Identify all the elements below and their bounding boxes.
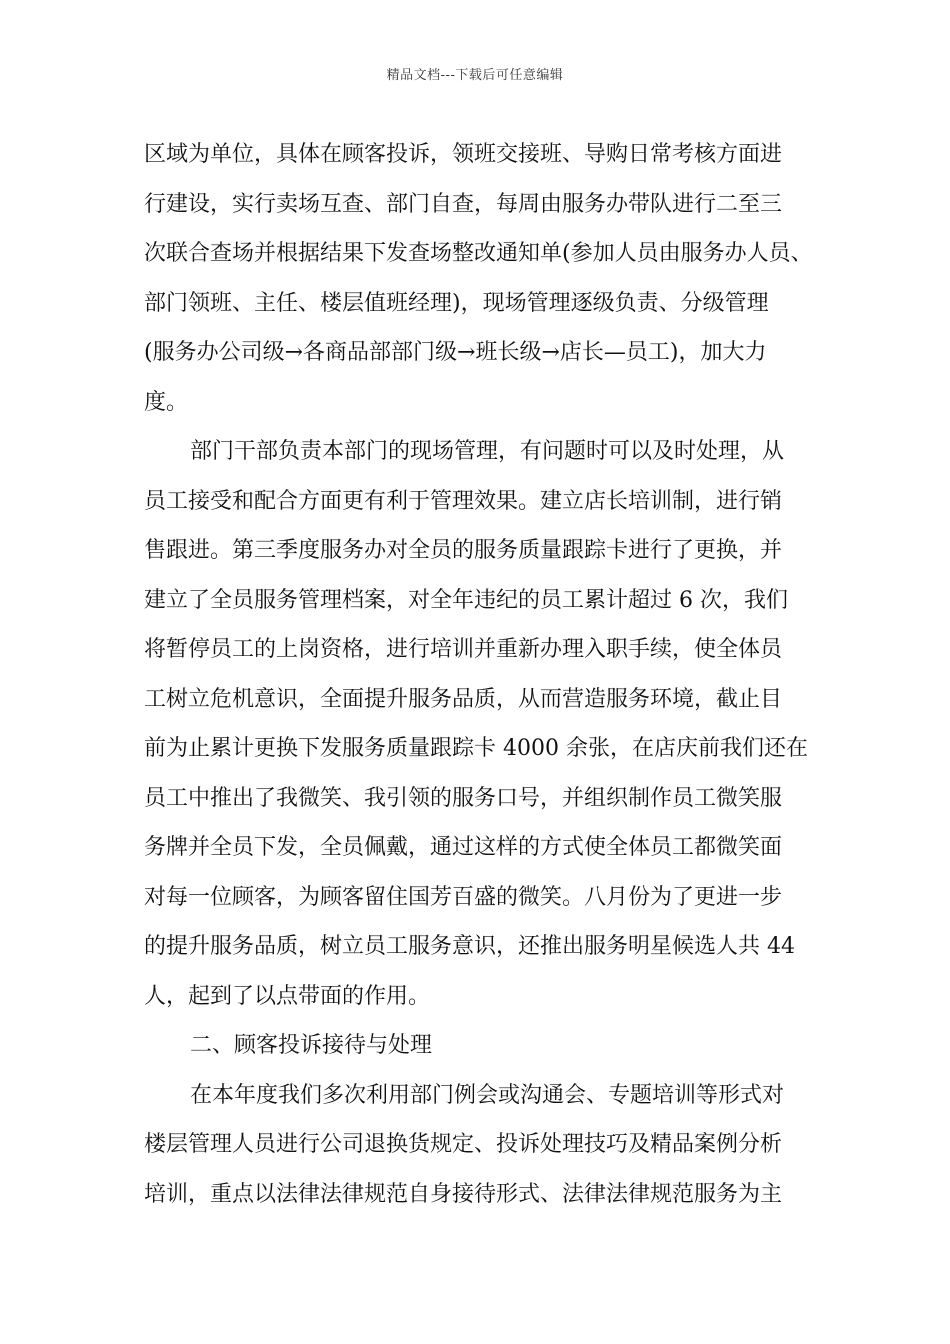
page-header: 精品文档---下载后可任意编辑 bbox=[386, 68, 564, 83]
text-line: 前为止累计更换下发服务质量跟踪卡 4000 余张，在店庆前我们还在 bbox=[144, 736, 808, 761]
text-line: 次联合查场并根据结果下发查场整改通知单(参加人员由服务办人员、 bbox=[144, 241, 813, 266]
text-line: (服务办公司级→各商品部部门级→班长级→店长—员工)，加大力 bbox=[144, 340, 767, 365]
text-line: 建立了全员服务管理档案，对全年违纪的员工累计超过 6 次，我们 bbox=[144, 587, 788, 613]
text-line: 将暂停员工的上岗资格，进行培训并重新办理入职手续，使全体员 bbox=[144, 637, 783, 662]
text-line: 区域为单位，具体在顾客投诉，领班交接班、导购日常考核方面进 bbox=[144, 142, 783, 167]
text-line: 人，起到了以点带面的作用。 bbox=[144, 983, 431, 1009]
text-line: 员工接受和配合方面更有利于管理效果。建立店长培训制，进行销 bbox=[144, 488, 783, 514]
text-line: 务牌并全员下发，全员佩戴，通过这样的方式使全体员工都微笑面 bbox=[144, 835, 783, 860]
text-line: 的提升服务品质，树立员工服务意识，还推出服务明星候选人共 44 bbox=[144, 934, 795, 959]
text-line: 对每一位顾客，为顾客留住国芳百盛的微笑。八月份为了更进一步 bbox=[144, 884, 783, 910]
text-line: 部门干部负责本部门的现场管理，有问题时可以及时处理，从 bbox=[190, 439, 785, 464]
text-line: 楼层管理人员进行公司退换货规定、投诉处理技巧及精品案例分析 bbox=[144, 1132, 783, 1157]
text-line: 培训，重点以法律法律规范自身接待形式、法律法律规范服务为主 bbox=[144, 1181, 783, 1207]
text-line: 二、顾客投诉接待与处理 bbox=[190, 1033, 433, 1058]
text-line: 行建设，实行卖场互查、部门自查，每周由服务办带队进行二至三 bbox=[144, 191, 783, 217]
text-line: 售跟进。第三季度服务办对全员的服务质量跟踪卡进行了更换，并 bbox=[144, 538, 783, 563]
text-line: 员工中推出了我微笑、我引领的服务口号，并组织制作员工微笑服 bbox=[144, 785, 783, 811]
text-line: 部门领班、主任、楼层值班经理)，现场管理逐级负责、分级管理 bbox=[144, 290, 769, 316]
text-line: 在本年度我们多次利用部门例会或沟通会、专题培训等形式对 bbox=[190, 1082, 785, 1108]
body-text bbox=[144, 130, 820, 1219]
text-line: 工树立危机意识，全面提升服务品质，从而营造服务环境，截止目 bbox=[144, 686, 783, 712]
text-line: 度。 bbox=[144, 389, 189, 415]
